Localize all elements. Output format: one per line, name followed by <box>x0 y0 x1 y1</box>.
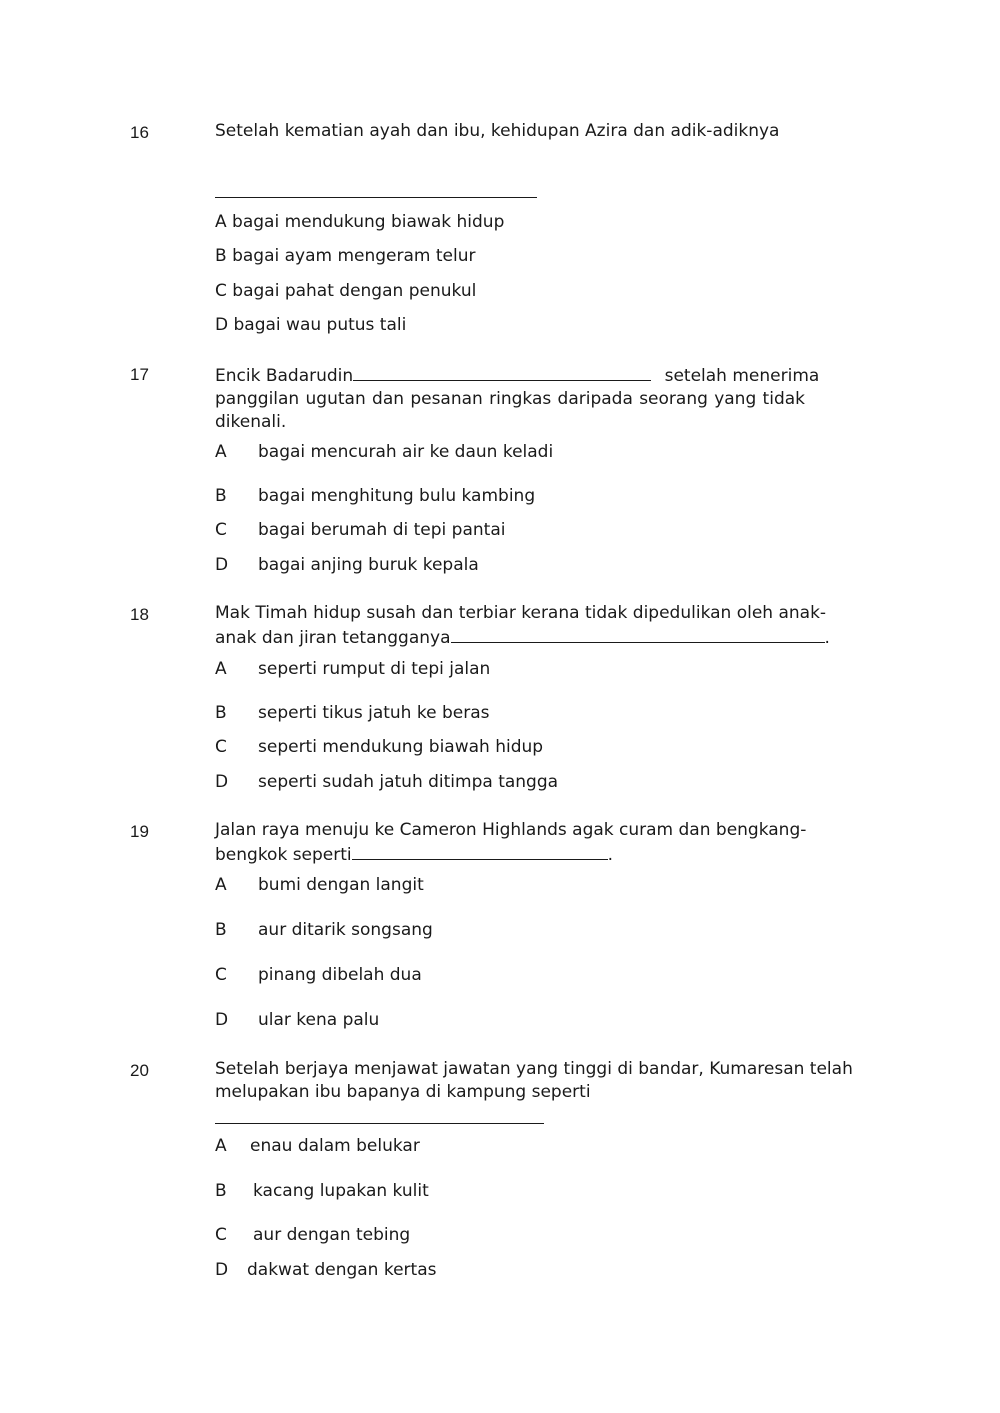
option-d: D bagai wau putus tali <box>215 315 407 335</box>
option-a: A bumi dengan langit <box>215 875 424 895</box>
option-b: B bagai ayam mengeram telur <box>215 246 476 266</box>
answer-blank <box>215 197 537 198</box>
question-stem: Setelah berjaya menjawat jawatan yang tinggi di bandar, Kumaresan telah melupakan ibu bapanya di kampung seperti <box>215 1059 853 1102</box>
option-c: C bagai pahat dengan penukul <box>215 281 477 301</box>
option-b: B seperti tikus jatuh ke beras <box>215 703 490 723</box>
option-d: D dakwat dengan kertas <box>215 1260 437 1280</box>
option-c: C bagai berumah di tepi pantai <box>215 520 506 540</box>
question-number: 19 <box>130 822 149 841</box>
question-stem: Jalan raya menuju ke Cameron Highlands agak curam dan bengkang- bengkok seperti . <box>215 820 807 865</box>
option-b: B kacang lupakan kulit <box>215 1181 429 1201</box>
option-a: A enau dalam belukar <box>215 1136 420 1156</box>
question-number: 16 <box>130 123 149 142</box>
answer-blank <box>353 363 651 381</box>
option-a: A bagai mendukung biawak hidup <box>215 212 505 232</box>
question-number: 17 <box>130 365 149 384</box>
answer-blank <box>215 1123 544 1124</box>
question-stem: Setelah kematian ayah dan ibu, kehidupan Azira dan adik-adiknya <box>215 121 780 141</box>
option-c: C seperti mendukung biawah hidup <box>215 737 544 757</box>
question-number: 20 <box>130 1061 149 1080</box>
option-b: B aur ditarik songsang <box>215 920 433 940</box>
answer-blank <box>352 842 608 860</box>
option-a: A seperti rumput di tepi jalan <box>215 659 491 679</box>
option-d: D seperti sudah jatuh ditimpa tangga <box>215 772 559 792</box>
question-stem: Encik Badarudin setelah menerima panggilan ugutan dan pesanan ringkas daripada seorang yang tidak dikenali. <box>215 363 805 434</box>
question-number: 18 <box>130 605 149 624</box>
answer-blank <box>451 625 825 643</box>
option-c: C aur dengan tebing <box>215 1225 411 1245</box>
option-d: D bagai anjing buruk kepala <box>215 555 479 575</box>
option-a: A bagai mencurah air ke daun keladi <box>215 442 554 462</box>
option-d: D ular kena palu <box>215 1010 380 1030</box>
question-stem: Mak Timah hidup susah dan terbiar kerana tidak dipedulikan oleh anak- anak dan jiran tetangganya . <box>215 603 830 648</box>
option-c: C pinang dibelah dua <box>215 965 422 985</box>
option-b: B bagai menghitung bulu kambing <box>215 486 536 506</box>
